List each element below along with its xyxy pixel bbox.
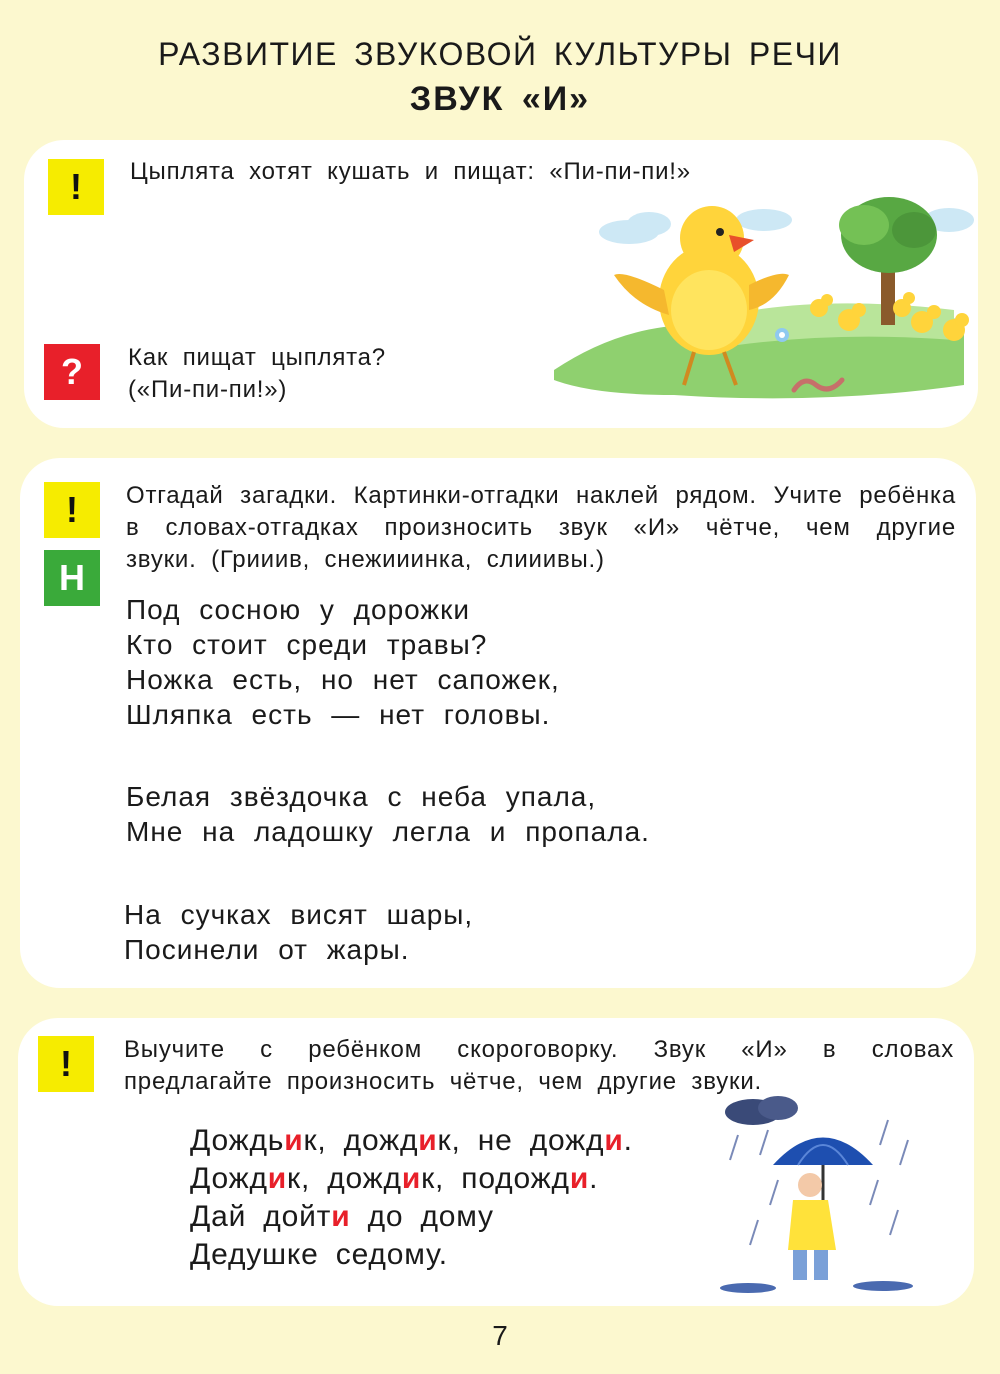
twister-text: . [623,1124,633,1157]
twister-line [190,1122,633,1160]
exclamation-badge: ! [48,159,104,215]
instruction-text: Выучите с ребёнком скороговорку. Звук «И» в словах предлагайте произносить чётче, чем другие звуки. [124,1036,954,1095]
twister-line: Дай дойти до дому [190,1200,494,1233]
riddle-plums: На сучках висят шары, Посинели от жары. [124,899,474,965]
twister-line: Дедушке седому. [190,1238,448,1271]
section-riddles [20,458,976,988]
page-number: 7 [492,1320,508,1351]
section-chicks [24,140,978,428]
page-subtitle: ЗВУК «И» [409,80,591,118]
question-text: Как пищат цыплята? («Пи-пи-пи!») [128,344,386,403]
h-badge: Н [44,550,100,606]
chicks-meadow-illustration [524,180,974,420]
highlighted-sound: и [604,1124,624,1157]
exclamation-badge: ! [44,482,100,538]
twister-text: к, не дожд [437,1124,605,1157]
page-title: РАЗВИТИЕ ЗВУКОВОЙ КУЛЬТУРЫ РЕЧИ [158,36,842,72]
instruction-text: Цыплята хотят кушать и пищат: «Пи-пи-пи!» [130,158,691,185]
highlighted-sound: и [284,1124,304,1157]
man-with-umbrella-illustration [698,1090,968,1300]
exclamation-badge: ! [38,1036,94,1092]
twister-line: Дождик, дождик, подожди. [190,1162,599,1195]
instruction-text: Отгадай загадки. Картинки-отгадки наклей рядом. Учите ребёнка в словах-отгадках произносить звук «И» чётче, чем другие звуки. (Грииив, снежииинка, слииивы.) [126,482,956,573]
twister-text: Дождь [190,1124,285,1157]
question-badge: ? [44,344,100,400]
twister-text: к, дожд [303,1124,419,1157]
riddle-mushroom: Под сосною у дорожки Кто стоит среди травы? Ножка есть, но нет сапожек, Шляпка есть — нет головы. [126,594,560,730]
riddle-snowflake: Белая звёздочка с неба упала, Мне на ладошку легла и пропала. [126,781,650,847]
tongue-twister [190,1122,633,1274]
highlighted-sound: и [418,1124,438,1157]
section-tongue-twister [18,1018,974,1306]
